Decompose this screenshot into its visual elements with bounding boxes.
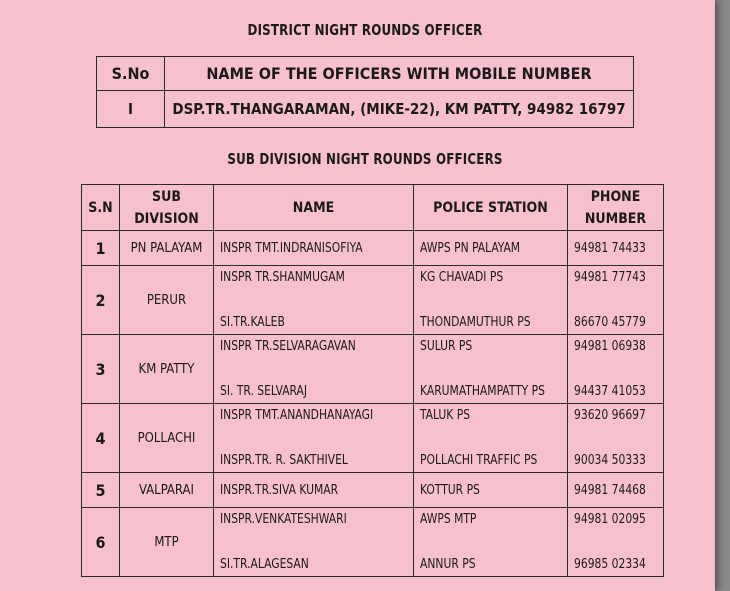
name-entry: SI. TR. SELVARAJ xyxy=(220,384,308,399)
cell-officer-name xyxy=(214,231,414,266)
header-phone-number xyxy=(568,185,664,231)
cell-sn: 3 xyxy=(82,335,120,404)
station-entry: THONDAMUTHUR PS xyxy=(420,315,531,330)
cell-sub-division: PERUR xyxy=(120,266,214,335)
district-title: DISTRICT NIGHT ROUNDS OFFICER xyxy=(247,21,483,39)
cell-sub-division: MTP xyxy=(120,508,214,577)
table-row xyxy=(82,231,664,266)
station-entry: AWPS PN PALAYAM xyxy=(420,240,521,256)
station-entry: AWPS MTP xyxy=(420,512,477,527)
cell-stack xyxy=(574,339,663,399)
table-row xyxy=(82,335,664,404)
table-body xyxy=(82,231,664,577)
name-entry: INSPR.VENKATESHWARI xyxy=(220,512,347,527)
name-entry: INSPR.TR.SIVA KUMAR xyxy=(220,482,339,498)
name-entry: INSPR TMT.INDRANISOFIYA xyxy=(220,240,363,256)
header-police-station: POLICE STATION xyxy=(414,185,568,231)
header-sub-division xyxy=(120,185,214,231)
cell-sn: 5 xyxy=(82,473,120,508)
cell-officer-name xyxy=(214,508,414,577)
cell-stack xyxy=(420,408,567,468)
cell-stack xyxy=(420,339,567,399)
station-entry: KOTTUR PS xyxy=(420,482,480,498)
table-row xyxy=(97,91,634,128)
header-sno: S.No xyxy=(97,57,165,91)
cell-officer-name xyxy=(214,335,414,404)
subdivision-officers-table xyxy=(81,184,664,577)
station-entry: SULUR PS xyxy=(420,339,473,354)
cell-stack xyxy=(574,408,663,468)
cell-phone-number xyxy=(568,404,664,473)
cell-sn: 1 xyxy=(82,231,120,266)
cell-sub-division: KM PATTY xyxy=(120,335,214,404)
header-sn: S.N xyxy=(82,185,120,231)
name-entry: INSPR.TR. R. SAKTHIVEL xyxy=(220,453,348,468)
table-header-row xyxy=(82,185,664,231)
cell-police-station xyxy=(414,473,568,508)
table-row xyxy=(82,266,664,335)
cell-sub-division: VALPARAI xyxy=(120,473,214,508)
cell-police-station xyxy=(414,404,568,473)
header-officer-name: NAME OF THE OFFICERS WITH MOBILE NUMBER xyxy=(165,57,634,91)
header-sub-division-line1: SUB xyxy=(152,188,181,205)
cell-phone-number xyxy=(568,473,664,508)
cell-officer-name xyxy=(214,404,414,473)
phone-entry: 94437 41053 xyxy=(574,384,646,399)
header-name: NAME xyxy=(214,185,414,231)
cell-police-station xyxy=(414,266,568,335)
cell-police-station xyxy=(414,508,568,577)
table-row xyxy=(82,508,664,577)
phone-entry: 96985 02334 xyxy=(574,557,646,572)
name-entry: INSPR TR.SHANMUGAM xyxy=(220,270,345,285)
station-entry: ANNUR PS xyxy=(420,557,476,572)
cell-phone-number xyxy=(568,508,664,577)
phone-entry: 94981 74433 xyxy=(574,240,646,256)
cell-police-station xyxy=(414,231,568,266)
cell-phone-number xyxy=(568,335,664,404)
cell-stack xyxy=(420,512,567,572)
station-entry: TALUK PS xyxy=(420,408,471,423)
table-row xyxy=(82,473,664,508)
cell-stack xyxy=(220,339,413,399)
name-entry: INSPR TR.SELVARAGAVAN xyxy=(220,339,356,354)
station-entry: POLLACHI TRAFFIC PS xyxy=(420,453,538,468)
cell-stack xyxy=(220,512,413,572)
row-sno: I xyxy=(97,91,165,128)
phone-entry: 94981 02095 xyxy=(574,512,646,527)
phone-entry: 90034 50333 xyxy=(574,453,646,468)
cell-stack xyxy=(220,408,413,468)
cell-sub-division: PN PALAYAM xyxy=(120,231,214,266)
header-phone-line2: NUMBER xyxy=(584,210,647,227)
station-entry: KARUMATHAMPATTY PS xyxy=(420,384,545,399)
cell-officer-name xyxy=(214,473,414,508)
cell-stack xyxy=(220,270,413,330)
subdivision-title: SUB DIVISION NIGHT ROUNDS OFFICERS xyxy=(227,150,503,168)
name-entry: INSPR TMT.ANANDHANAYAGI xyxy=(220,408,374,423)
cell-sub-division: POLLACHI xyxy=(120,404,214,473)
cell-police-station xyxy=(414,335,568,404)
name-entry: SI.TR.KALEB xyxy=(220,315,285,330)
header-sub-division-line2: DIVISION xyxy=(134,210,199,227)
header-phone-line1: PHONE xyxy=(590,188,641,205)
cell-sn: 2 xyxy=(82,266,120,335)
cell-stack xyxy=(420,270,567,330)
cell-sn: 4 xyxy=(82,404,120,473)
cell-stack xyxy=(574,512,663,572)
phone-entry: 94981 77743 xyxy=(574,270,646,285)
station-entry: KG CHAVADI PS xyxy=(420,270,504,285)
phone-entry: 93620 96697 xyxy=(574,408,646,423)
name-entry: SI.TR.ALAGESAN xyxy=(220,557,309,572)
phone-entry: 86670 45779 xyxy=(574,315,646,330)
table-header-row xyxy=(97,57,634,91)
phone-entry: 94981 06938 xyxy=(574,339,646,354)
cell-officer-name xyxy=(214,266,414,335)
cell-stack xyxy=(574,270,663,330)
district-officer-table xyxy=(96,56,634,128)
cell-sn: 6 xyxy=(82,508,120,577)
cell-phone-number xyxy=(568,231,664,266)
table-row xyxy=(82,404,664,473)
cell-phone-number xyxy=(568,266,664,335)
row-officer-name: DSP.TR.THANGARAMAN, (MIKE-22), KM PATTY, 94982 16797 xyxy=(165,91,634,128)
phone-entry: 94981 74468 xyxy=(574,482,646,498)
